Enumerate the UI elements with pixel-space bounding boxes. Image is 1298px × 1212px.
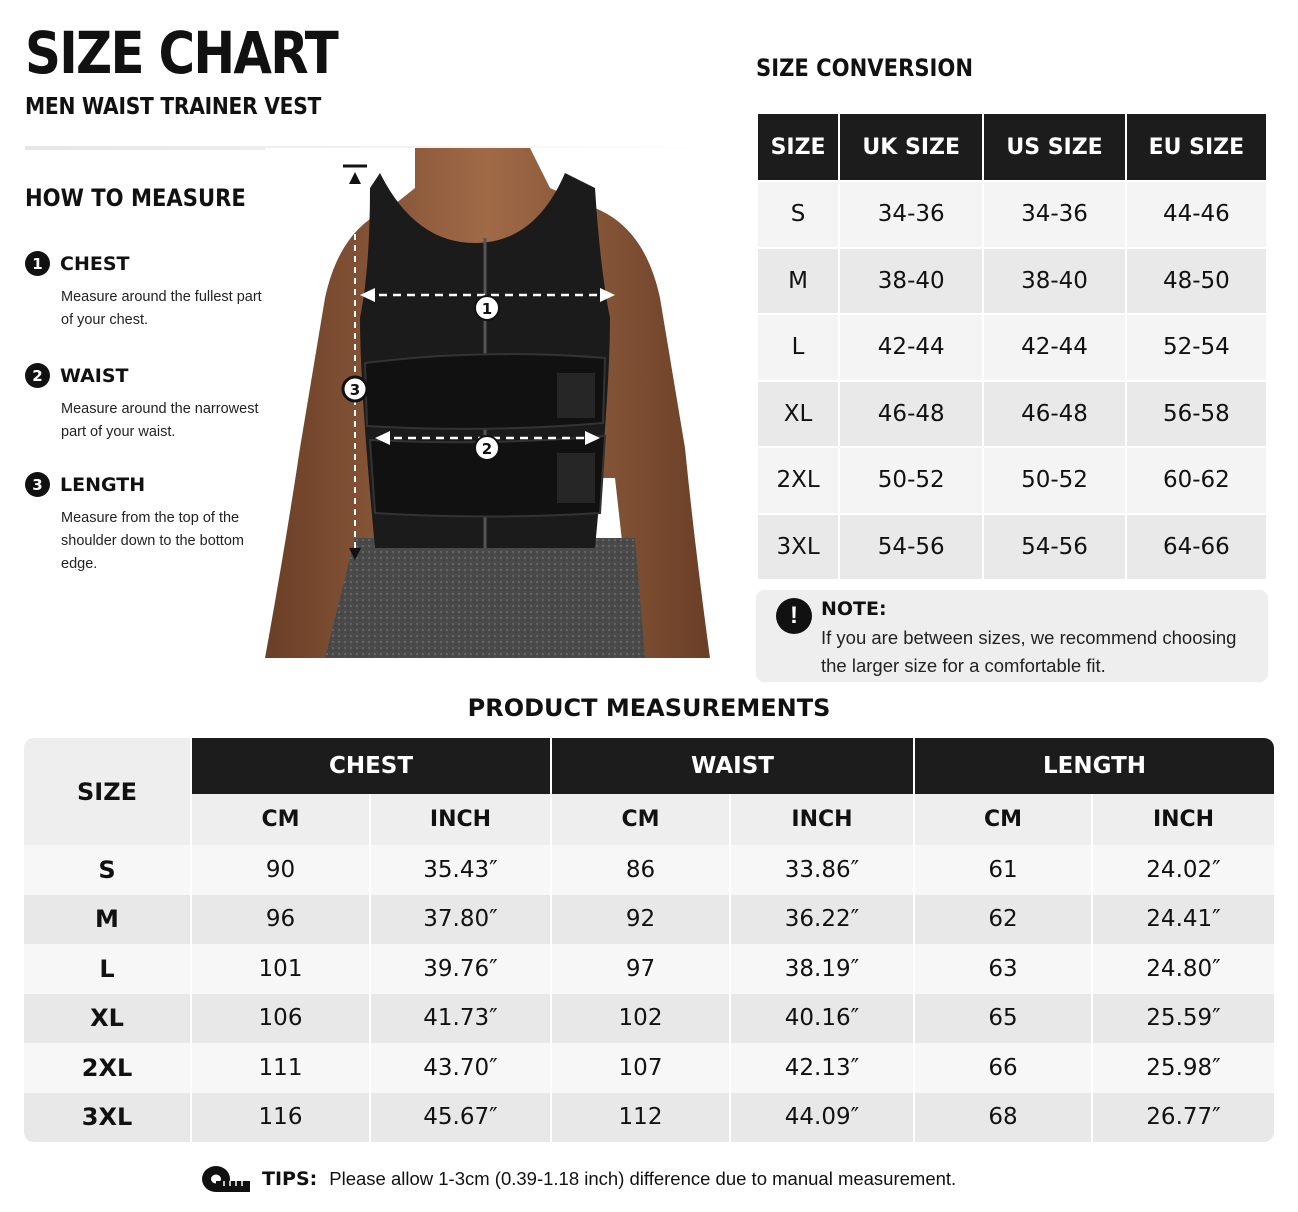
group-header-waist: WAIST — [551, 738, 914, 794]
tips-label: TIPS: — [262, 1168, 318, 1190]
size-conversion-title: SIZE CONVERSION — [756, 54, 974, 82]
product-measurements-title: PRODUCT MEASUREMENTS — [467, 694, 831, 722]
group-header-length: LENGTH — [914, 738, 1274, 794]
table-row: XL 46-48 46-48 56-58 — [758, 382, 1266, 447]
svg-text:1: 1 — [481, 300, 493, 318]
page-subtitle: MEN WAIST TRAINER VEST — [25, 94, 322, 120]
size-column-header: SIZE — [24, 738, 191, 845]
pants — [325, 538, 645, 658]
unit-header: INCH — [730, 794, 914, 845]
table-row: 2XL 111 43.70″ 107 42.13″ 66 25.98″ — [24, 1043, 1274, 1093]
note-box — [756, 590, 1268, 682]
table-row: M 96 37.80″ 92 36.22″ 62 24.41″ — [24, 895, 1274, 945]
step-waist — [25, 363, 265, 444]
step-description: Measure around the fullest part of your chest. — [61, 289, 262, 328]
step-label: LENGTH — [60, 473, 146, 496]
column-header: SIZE — [758, 114, 838, 180]
table-row: M 38-40 38-40 48-50 — [758, 249, 1266, 314]
unit-header: CM — [914, 794, 1092, 845]
table-row: L 42-44 42-44 52-54 — [758, 315, 1266, 380]
group-header-chest: CHEST — [191, 738, 551, 794]
exclamation-icon: ! — [776, 598, 812, 634]
step-description: Measure around the narrowest part of your waist. — [61, 401, 259, 440]
svg-text:3: 3 — [349, 381, 361, 399]
size-conversion-table — [756, 112, 1268, 581]
step-length — [25, 472, 265, 576]
table-row: 3XL 116 45.67″ 112 44.09″ 68 26.77″ — [24, 1093, 1274, 1143]
model-photo — [265, 148, 720, 658]
step-number-icon: 1 — [25, 251, 50, 276]
tips-text: Please allow 1-3cm (0.39-1.18 inch) difference due to manual measurement. — [329, 1168, 957, 1189]
unit-header: INCH — [370, 794, 551, 845]
tips-line — [200, 1164, 956, 1194]
tape-measure-icon — [200, 1164, 250, 1194]
column-header: UK SIZE — [840, 114, 982, 180]
table-row: S 34-36 34-36 44-46 — [758, 182, 1266, 247]
unit-header: INCH — [1092, 794, 1274, 845]
product-measurements-table — [24, 738, 1274, 1142]
step-number-icon: 2 — [25, 363, 50, 388]
table-row: S 90 35.43″ 86 33.86″ 61 24.02″ — [24, 845, 1274, 895]
table-row: XL 106 41.73″ 102 40.16″ 65 25.59″ — [24, 994, 1274, 1044]
step-label: CHEST — [60, 252, 130, 275]
step-label: WAIST — [60, 364, 129, 387]
step-description: Measure from the top of the shoulder down to the bottom edge. — [61, 510, 244, 572]
step-chest — [25, 251, 265, 332]
column-header: US SIZE — [984, 114, 1124, 180]
vest-illustration — [265, 148, 720, 658]
product-measurements-panel — [24, 738, 1274, 1142]
unit-header: CM — [191, 794, 370, 845]
column-header: EU SIZE — [1127, 114, 1266, 180]
note-text: If you are between sizes, we recommend choosing the larger size for a comfortable fit. — [821, 627, 1237, 676]
step-number-icon: 3 — [25, 472, 50, 497]
table-row: 3XL 54-56 54-56 64-66 — [758, 515, 1266, 580]
note-title: NOTE: — [821, 598, 887, 620]
table-row: L 101 39.76″ 97 38.19″ 63 24.80″ — [24, 944, 1274, 994]
how-to-measure-title: HOW TO MEASURE — [25, 184, 246, 212]
svg-text:2: 2 — [481, 440, 493, 458]
page-title: SIZE CHART — [25, 19, 338, 87]
table-row: 2XL 50-52 50-52 60-62 — [758, 448, 1266, 513]
unit-header: CM — [551, 794, 730, 845]
